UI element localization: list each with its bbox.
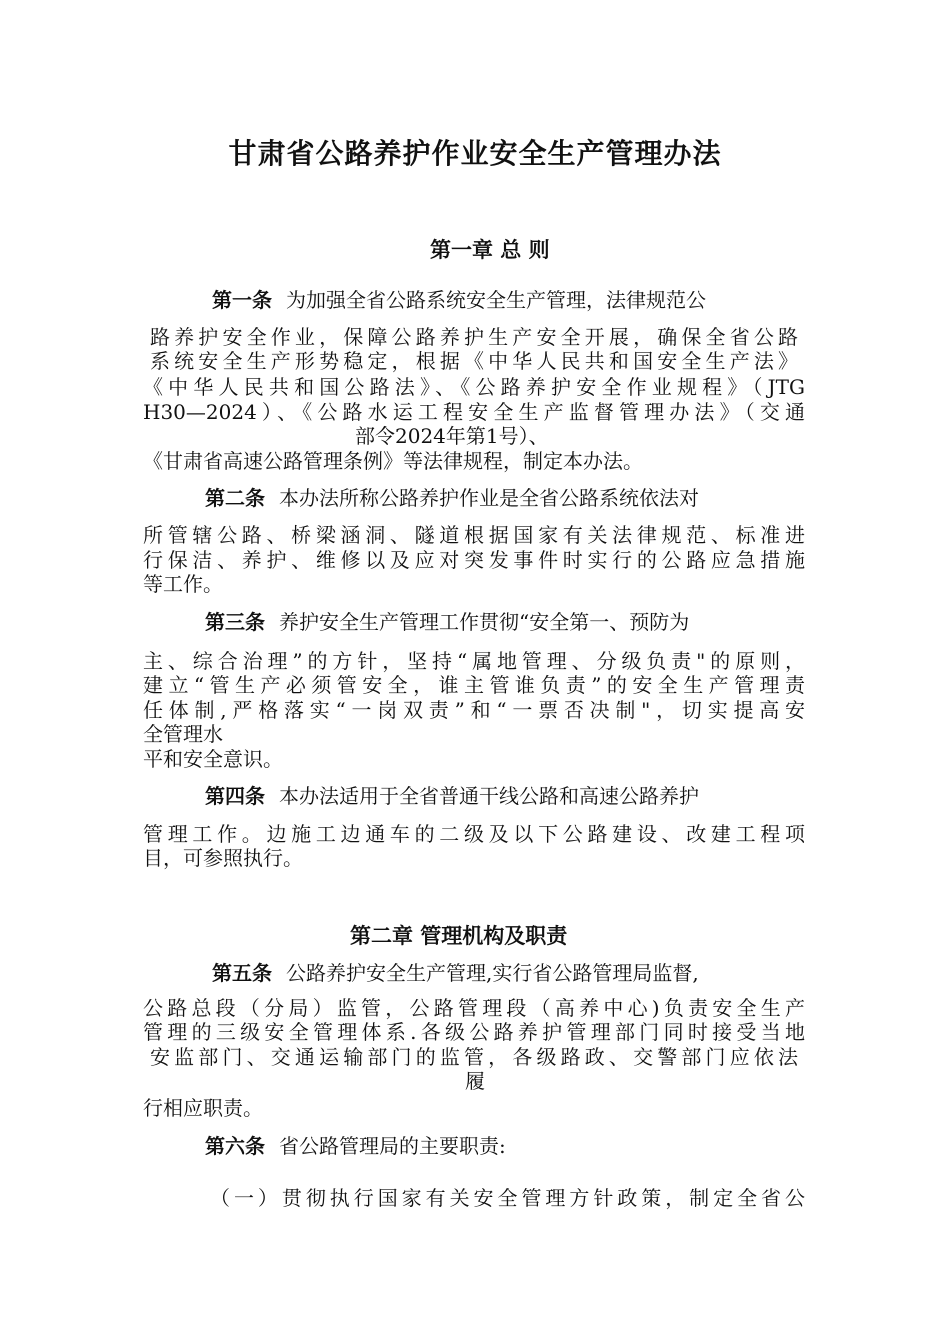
- article-3-line-6: 平和安全意识。: [143, 747, 283, 771]
- article-1-line-1: 第一条 为加强全省公路系统安全生产管理，法律规范公: [212, 288, 706, 312]
- document-title: 甘肃省公路养护作业安全生产管理办法: [228, 137, 722, 170]
- chapter-2-heading: 第二章 管理机构及职责: [350, 924, 568, 948]
- article-5-line-1: 第五条 公路养护安全生产管理,实行省公路管理局监督,: [212, 961, 699, 985]
- article-4-line-2: 管理工作。边施工边通车的二级及以下公路建设、改建工程项: [143, 822, 805, 846]
- chapter-1-heading: 第一章 总 则: [430, 238, 550, 262]
- article-2-label: 第二条: [205, 486, 265, 510]
- article-1-line-5: H30—2024）、《公路水运工程安全生产监督管理办法》（交通: [143, 400, 805, 424]
- article-5-line-2: 公路总段（分局）监管，公路管理段（高养中心)负责安全生产: [143, 996, 805, 1020]
- article-2-line-2: 所管辖公路、桥梁涵洞、隧道根据国家有关法律规范、标准进: [143, 523, 805, 547]
- article-4-line-3: 目，可参照执行。: [143, 846, 303, 870]
- article-5-line-3: 管理的三级安全管理体系.各级公路养护管理部门同时接受当地: [143, 1020, 805, 1044]
- article-2-line-3: 行保洁、养护、维修以及应对突发事件时实行的公路应急措施: [143, 548, 805, 572]
- article-6-line-1: 第六条 省公路管理局的主要职责:: [205, 1134, 506, 1158]
- article-2-line-1: 第二条 本办法所称公路养护作业是全省公路系统依法对: [205, 486, 699, 510]
- article-6-item-1: （一）贯彻执行国家有关安全管理方针政策，制定全省公: [210, 1186, 805, 1210]
- article-1-line-4: 《中华人民共和国公路法》、《公路养护安全作业规程》（JTG: [143, 375, 805, 399]
- article-6-label: 第六条: [205, 1134, 265, 1158]
- article-1-label: 第一条: [212, 288, 272, 312]
- article-1-line-7: 《甘肃省高速公路管理条例》等法律规程，制定本办法。: [143, 449, 643, 473]
- article-1-line-2: 路养护安全作业，保障公路养护生产安全开展，确保全省公路: [150, 325, 798, 349]
- article-5-line-5: 履: [465, 1069, 485, 1093]
- article-2-line-4: 等工作。: [143, 572, 223, 596]
- article-1-line-3: 系统安全生产形势稳定，根据《中华人民共和国安全生产法》: [150, 349, 798, 373]
- article-4-line-1: 第四条 本办法适用于全省普通干线公路和高速公路养护: [205, 784, 699, 808]
- article-5-line-4: 安监部门、交通运输部门的监管，各级路政、交警部门应依法: [150, 1045, 798, 1069]
- article-5-label: 第五条: [212, 961, 272, 985]
- article-3-line-5: 全管理水: [143, 722, 223, 746]
- article-5-line-6: 行相应职责。: [143, 1096, 263, 1120]
- article-3-line-2: 主、综合治理”的方针，坚持“属地管理、分级负责"的原则，: [143, 649, 805, 673]
- article-3-line-4: 任体制,严格落实“一岗双责”和“一票否决制"，切实提高安: [143, 698, 805, 722]
- article-3-label: 第三条: [205, 610, 265, 634]
- article-3-line-1: 第三条 养护安全生产管理工作贯彻“安全第一、预防为: [205, 610, 690, 634]
- article-3-line-3: 建立“管生产必须管安全，谁主管谁负责”的安全生产管理责: [143, 673, 805, 697]
- article-1-line-6: 部令2024年第1号）、: [355, 424, 549, 448]
- article-4-label: 第四条: [205, 784, 265, 808]
